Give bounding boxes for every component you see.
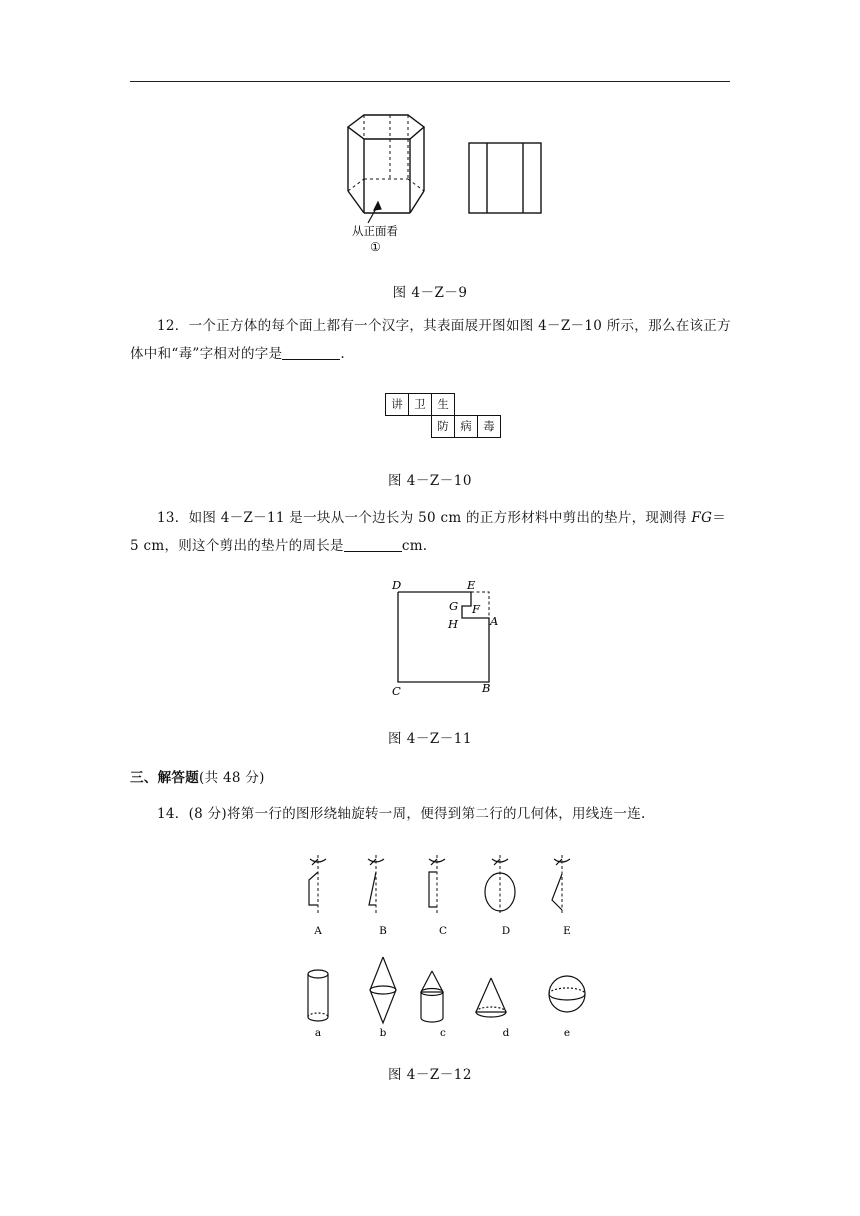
question-14 bbox=[130, 800, 732, 828]
net-cell-top-3: 生 bbox=[431, 393, 455, 416]
section-heading bbox=[130, 766, 265, 786]
section-points: (共 48 分) bbox=[199, 770, 265, 786]
answer-blank-12[interactable] bbox=[282, 345, 340, 360]
figure-4-z-12 bbox=[290, 850, 600, 1050]
shape-a bbox=[309, 872, 318, 905]
question-12 bbox=[130, 312, 732, 368]
question-13-text: 13．如图 4－Z－11 是一块从一个边长为 50 cm 的正方形材料中剪出的垫片，现测得 bbox=[157, 510, 692, 526]
shape-b bbox=[369, 872, 376, 905]
top-label-b: B bbox=[379, 925, 387, 937]
figure-caption-4-z-12: 图 4－Z－12 bbox=[388, 1067, 472, 1083]
point-f-label: F bbox=[472, 602, 480, 616]
top-label-d: D bbox=[501, 925, 511, 937]
solid-d-cone bbox=[476, 978, 506, 1017]
top-label-c: C bbox=[438, 925, 448, 937]
net-cell-top-2: 卫 bbox=[408, 393, 432, 416]
header-rule bbox=[130, 81, 730, 82]
solid-b-double-cone bbox=[370, 957, 396, 1023]
front-view-rectangle bbox=[469, 143, 541, 213]
point-a-label: A bbox=[490, 614, 499, 628]
hexagonal-prism bbox=[348, 115, 424, 213]
figure-caption-4-z-11: 图 4－Z－11 bbox=[388, 731, 472, 747]
question-12-text: 12．一个正方体的每个面上都有一个汉字，其表面展开图如图 4－Z－10 所示，那么在该正方体中和“毒”字相对的字是 bbox=[130, 318, 731, 362]
point-d-label: D bbox=[392, 578, 402, 592]
front-view-label: 从正面看 bbox=[352, 224, 398, 238]
solid-c-cone-cylinder bbox=[421, 971, 443, 1022]
bottom-label-b: b bbox=[379, 1027, 387, 1039]
question-14-text: 14．(8 分)将第一行的图形绕轴旋转一周，便得到第二行的几何体，用线连一连. bbox=[157, 806, 646, 822]
solid-e-sphere bbox=[549, 976, 585, 1012]
point-g-label: G bbox=[449, 599, 459, 613]
figure-4-z-11 bbox=[388, 578, 508, 700]
rotation-arrow-icon bbox=[310, 859, 570, 865]
bottom-label-c: c bbox=[440, 1027, 446, 1039]
shape-e bbox=[552, 874, 562, 910]
bottom-label-e: e bbox=[563, 1027, 571, 1039]
point-c-label: C bbox=[392, 684, 401, 698]
question-13-unit: cm. bbox=[401, 538, 428, 554]
net-cell-bottom-3: 毒 bbox=[477, 415, 501, 438]
shape-c bbox=[429, 872, 437, 907]
question-13 bbox=[130, 504, 732, 560]
figure-4-z-9 bbox=[330, 105, 560, 260]
net-cell-top-1: 讲 bbox=[385, 393, 409, 416]
figure-caption-4-z-9: 图 4－Z－9 bbox=[392, 285, 468, 301]
question-13-text-middle: ＝5 cm，则这个剪出的垫片的周长是 bbox=[130, 510, 726, 554]
figure-caption-4-z-10: 图 4－Z－10 bbox=[388, 473, 472, 489]
top-label-e: E bbox=[563, 925, 571, 937]
cube-net bbox=[385, 393, 505, 441]
bottom-label-a: a bbox=[314, 1027, 322, 1039]
segment-fg-label: FG bbox=[691, 510, 713, 526]
rotation-axes bbox=[318, 855, 562, 915]
hidden-edges bbox=[348, 115, 424, 191]
point-b-label: B bbox=[482, 681, 491, 695]
solid-a-cylinder bbox=[308, 970, 328, 1021]
point-e-label: E bbox=[467, 578, 476, 592]
top-label-a: A bbox=[314, 925, 322, 937]
question-12-end: . bbox=[340, 346, 345, 362]
point-h-label: H bbox=[448, 617, 459, 631]
section-title: 三、解答题 bbox=[130, 770, 199, 786]
circled-number-label: ① bbox=[370, 240, 381, 254]
bottom-label-d: d bbox=[502, 1027, 510, 1039]
net-cell-bottom-1: 防 bbox=[431, 415, 455, 438]
net-cell-bottom-2: 病 bbox=[454, 415, 478, 438]
answer-blank-13[interactable] bbox=[344, 537, 402, 552]
